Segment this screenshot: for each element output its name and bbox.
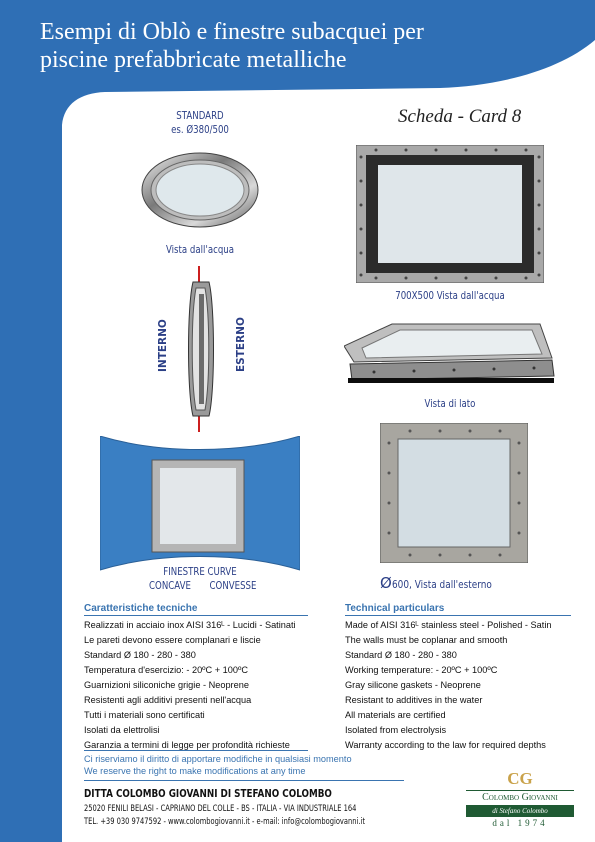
list-item: The walls must be coplanar and smooth [345,635,508,645]
list-item: Working temperature: - 20ºC + 100ºC [345,665,498,675]
list-item: Made of AISI 316ᴸ stainless steel - Polished - Satin [345,620,552,630]
list-item: Isolated from electrolysis [345,725,447,735]
specs-it-rule [84,615,308,616]
list-item: Le pareti devono essere complanari e liscie [84,635,261,645]
list-item: Isolati da elettrolisi [84,725,160,735]
porthole-name: STANDARD [176,110,224,122]
logo-name: Colombo Giovanni [466,790,574,806]
window-600-caption: 600, Vista dall'esterno [391,579,492,591]
convex-label: CONVESSE [209,580,257,592]
porthole-side-image [185,266,225,432]
list-item: Resistenti agli additivi presenti nell'acqua [84,695,252,705]
window-700-caption: 700X500 Vista dall'acqua [395,290,505,302]
window-side-view-image [344,318,556,388]
page-title: Esempi di Oblò e finestre subacquei per piscine prefabbricate metalliche [40,19,424,73]
card-label: Scheda - Card 8 [398,106,522,127]
company-rule [84,780,404,781]
diameter-symbol: Ø [380,574,392,592]
company-name: DITTA COLOMBO GIOVANNI DI STEFANO COLOMBO [84,787,332,800]
list-item: Realizzati in acciaio inox AISI 316ᴸ - Lucidi - Satinati [84,620,296,630]
specs-en-title: Technical particulars [345,603,445,614]
list-item: Tutti i materiali sono certificati [84,710,205,720]
window-600-caption-group [380,574,509,593]
list-item: All materials are certified [345,710,446,720]
list-item: Garanzia a termini di legge per profondità richieste [84,740,290,750]
logo-sub: di Stefano Colombo [466,806,574,817]
window-600-image [380,423,528,563]
list-item: Resistant to additives in the water [345,695,483,705]
company-address: 25020 FENILI BELASI - CAPRIANO DEL COLLE - BS - ITALIA - VIA INDUSTRIALE 164 [84,803,357,813]
exterior-label: ESTERNO [235,317,247,372]
curved-windows-image [100,436,300,572]
note-italian: Ci riserviamo il diritto di apportare modifiche in qualsiasi momento [84,754,352,764]
specs-it-title: Caratteristiche tecniche [84,603,198,614]
porthole-front-image [140,150,260,230]
note-english: We reserve the right to make modifications at any time [84,766,306,776]
porthole-view-caption: Vista dall'acqua [165,244,235,256]
interior-label: INTERNO [157,319,169,372]
company-contacts: TEL. +39 030 9747592 - www.colombogiovanni.it - e-mail: info@colombogiovanni.it [84,816,365,826]
logo-since: dal 1974 [492,818,548,828]
list-item: Standard Ø 180 - 280 - 380 [84,650,196,660]
list-item: Gray silicone gaskets - Neoprene [345,680,481,690]
list-item: Warranty according to the law for required depths [345,740,546,750]
notes-rule [84,750,308,751]
specs-en-list [345,618,552,753]
logo-monogram: CG [507,769,533,788]
specs-it-list [84,618,296,753]
company-logo [466,770,574,830]
window-700x500-image [356,145,544,283]
specs-en-rule [345,615,571,616]
side-view-caption: Vista di lato [424,398,476,410]
concave-label: CONCAVE [149,580,191,592]
list-item: Standard Ø 180 - 280 - 380 [345,650,457,660]
porthole-size: es. Ø380/500 [171,124,229,136]
list-item: Guarnizioni siliconiche grigie - Neoprene [84,680,249,690]
list-item: Temperatura d'esercizio: - 20ºC + 100ºC [84,665,248,675]
curved-windows-title: FINESTRE CURVE [163,566,237,578]
